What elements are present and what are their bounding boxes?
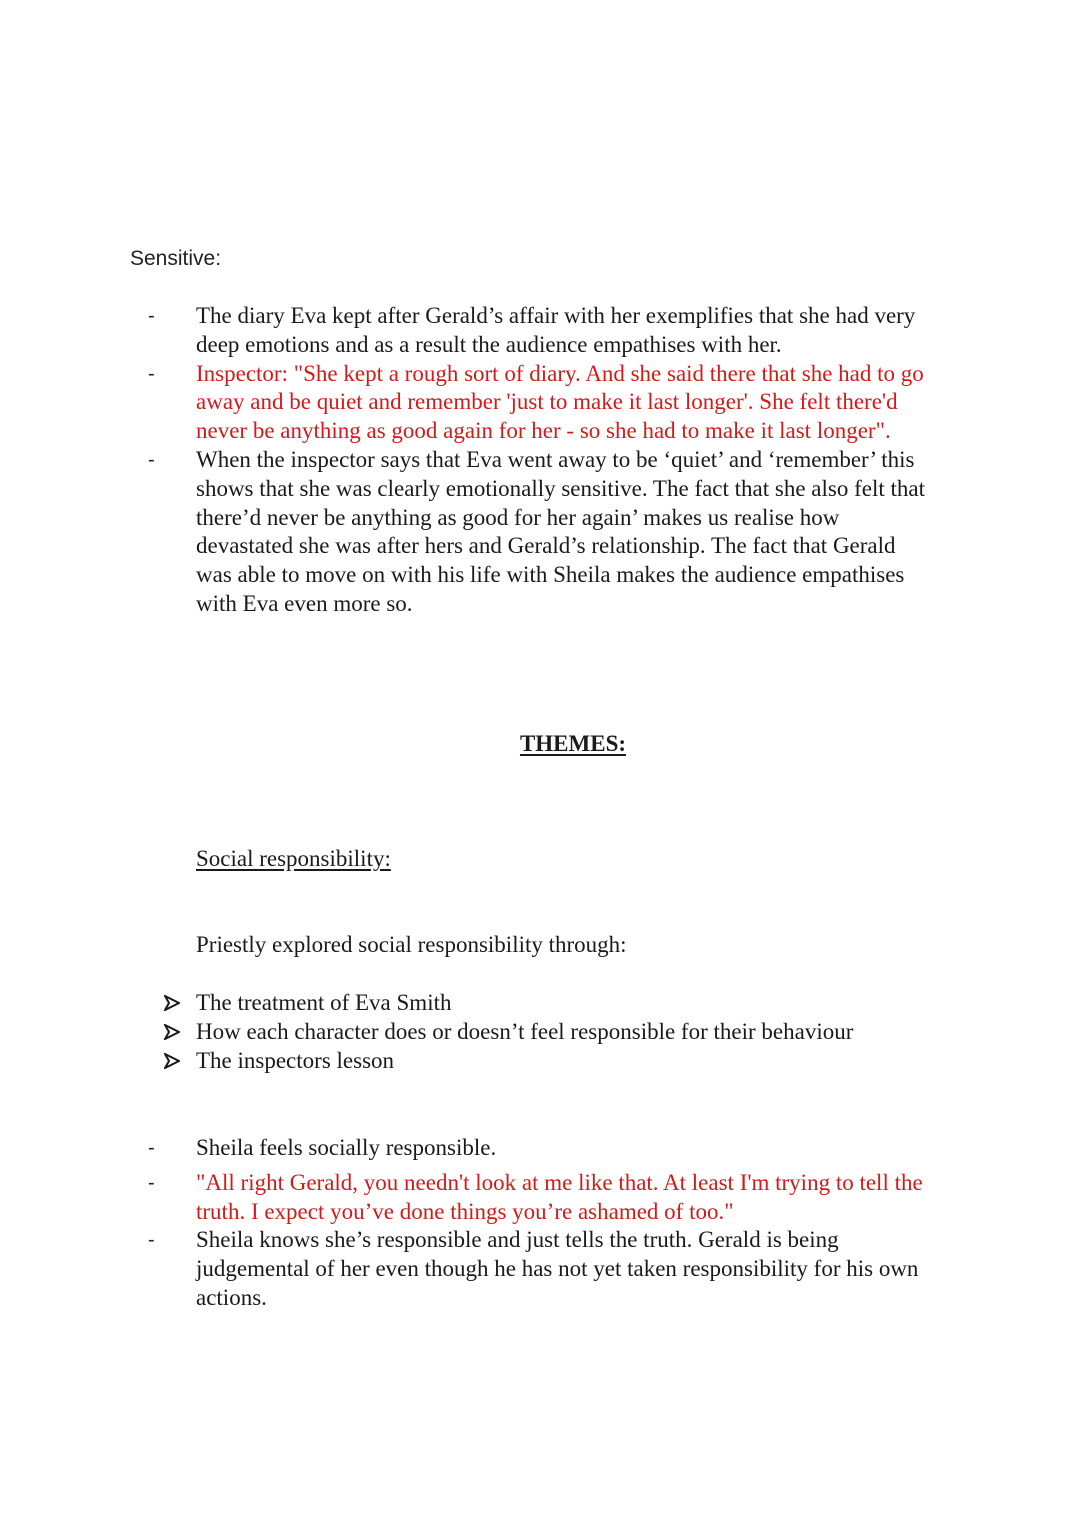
arrow-item-text: The treatment of Eva Smith [196,990,452,1015]
themes-intro: Priestly explored social responsibility through: [196,932,627,957]
dash-bullet-icon: - [148,1137,155,1159]
list-item [196,1047,956,1076]
dash-bullet-icon: - [148,1229,155,1252]
list-item [196,989,956,1018]
list-item-quote [148,360,936,446]
quote-text: "All right Gerald, you needn't look at me like that. At least I'm trying to tell the truth. I expect you’ve done things you’re ashamed of too." [196,1169,923,1224]
subheading-social-responsibility: Social responsibility: [196,846,391,871]
dash-bullet-icon: - [148,362,155,385]
arrowhead-bullet-icon [164,995,180,1011]
themes-arrow-list [196,989,956,1075]
point-text: When the inspector says that Eva went away to be ‘quiet’ and ‘remember’ this shows that she was clearly emotionally sensitive. The fact that she also felt that there’d never be anything as good for her again’ makes us realise how devastated she was after hers and Gerald’s relationship. The fact that Gerald was able to move on with his life with Sheila makes the audience empathises with Eva even more so. [196,446,925,616]
list-item [148,446,936,619]
list-item [148,1226,941,1312]
dash-bullet-icon: - [148,1171,155,1194]
list-item-quote [148,1169,941,1227]
list-item [148,302,936,360]
arrow-item-text: How each character does or doesn’t feel responsible for their behaviour [196,1018,854,1044]
sensitive-points-list [148,302,936,619]
quote-text: Inspector: "She kept a rough sort of diary. And she said there that she had to go away and be quiet and remember 'just to make it last longer'. She felt there'd never be anything as good again for her - so she had to make it last longer". [196,360,924,444]
arrowhead-bullet-icon [164,1024,180,1040]
point-text: Sheila feels socially responsible. [196,1135,497,1160]
arrow-item-text: The inspectors lesson [196,1047,395,1073]
arrowhead-bullet-icon [164,1053,180,1069]
list-item [196,1018,956,1047]
point-text: Sheila knows she’s responsible and just tells the truth. Gerald is being judgemental of her even though he has not yet taken responsibility for his own actions. [196,1227,919,1310]
themes-points-list [148,1134,941,1313]
dash-bullet-icon: - [148,448,155,471]
themes-title: THEMES: [519,731,627,756]
point-text: The diary Eva kept after Gerald’s affair with her exemplifies that she had very deep emotions and as a result the audience empathises with her. [196,303,916,357]
section-heading-sensitive: Sensitive: [130,247,222,270]
dash-bullet-icon: - [148,305,155,327]
list-item [148,1134,941,1163]
